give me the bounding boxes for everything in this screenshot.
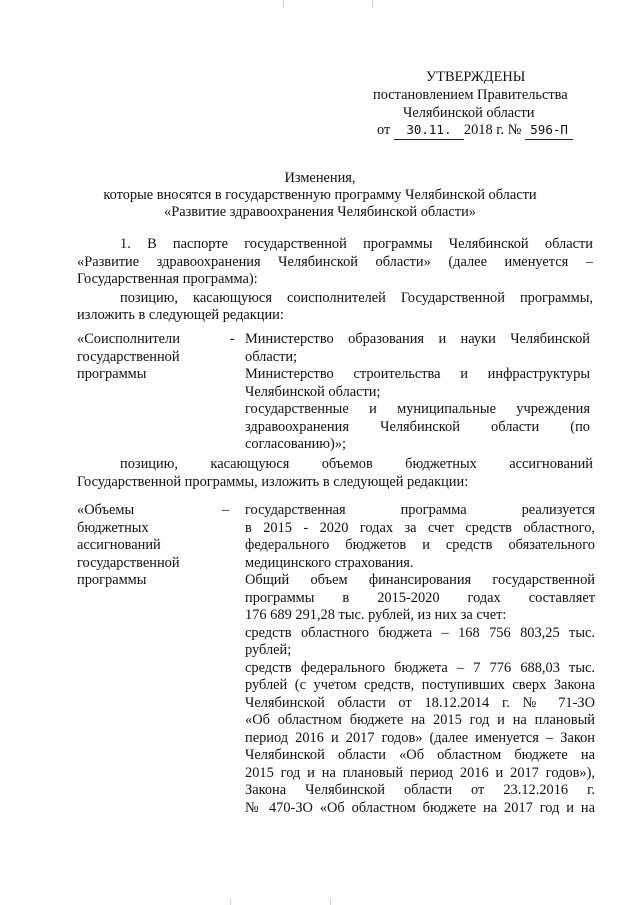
paragraph-line: Государственная программа):	[77, 271, 258, 287]
table2-content	[245, 502, 595, 817]
paragraph-line: Государственной программы, изложить в следующей редакции:	[77, 474, 469, 490]
scan-edge-mark	[330, 899, 331, 905]
content-line: 2015 год и на плановый период 2016 и 2017 годов»),	[245, 764, 595, 781]
document-subtitle-1: которые вносятся в государственную программу Челябинской области	[103, 187, 537, 203]
document-subtitle-2: «Развитие здравоохранения Челябинской области»	[164, 204, 476, 220]
paragraph-line: изложить в следующей редакции:	[77, 307, 284, 323]
content-line: согласованию)»;	[245, 436, 347, 452]
document-title: Изменения,	[284, 170, 356, 186]
scan-edge-mark	[372, 0, 373, 8]
table2-label	[77, 502, 230, 590]
table1-content	[245, 331, 590, 454]
approval-line-3: Челябинской области	[403, 105, 535, 121]
content-line: рублей;	[245, 642, 292, 658]
content-line: 176 689 291,28 тыс. рублей, из них за счет:	[245, 607, 507, 623]
label-line: государственной	[77, 554, 180, 571]
content-line: Министерство строительства и инфраструктуры	[245, 366, 590, 382]
paragraph-line: «Развитие здравоохранения Челябинской области» (далее именуется –	[77, 254, 593, 270]
content-line: программы в 2015-2020 годах составляет	[245, 589, 595, 606]
content-line: средств федерального бюджета – 7 776 688,03 тыс.	[245, 659, 595, 676]
table1-label	[77, 331, 227, 384]
content-line: государственная программа реализуется	[245, 502, 595, 518]
paragraph-line: позицию, касающуюся соисполнителей Государственной программы,	[120, 290, 593, 306]
content-line: Челябинской области «Об областном бюджете на	[245, 747, 595, 763]
content-line: № 470-ЗО «Об областном бюджете на 2017 год и на	[245, 799, 595, 816]
label-line: «Объемы	[77, 502, 135, 518]
label-line: ассигнований	[77, 537, 161, 553]
label-line: программы	[77, 366, 147, 382]
content-line: рублей (с учетом средств, поступивших сверх Закона	[245, 677, 595, 693]
content-line: области;	[245, 348, 298, 365]
label-line: «Соисполнители	[77, 331, 180, 347]
label-line: программы	[77, 572, 147, 588]
content-line: средств областного бюджета – 168 756 803,25 тыс.	[245, 624, 595, 641]
approval-heading: УТВЕРЖДЕНЫ	[426, 69, 526, 85]
from-label: от	[377, 122, 391, 138]
content-line: государственные и муниципальные учреждения	[245, 401, 590, 417]
content-line: федерального бюджетов и средств обязательного	[245, 537, 595, 553]
content-line: в 2015 - 2020 годах за счет средств областного,	[245, 519, 595, 536]
content-line: Общий объем финансирования государственной	[245, 572, 595, 588]
content-line: Закона Челябинской области от 23.12.2016 г.	[245, 782, 595, 798]
content-line: «Об областном бюджете на 2015 год и на плановый	[245, 712, 595, 728]
paragraph-line: 1. В паспорте государственной программы Челябинской области	[120, 236, 593, 252]
paragraph-line: позицию, касающуюся объемов бюджетных ассигнований	[120, 456, 593, 472]
approval-line-2: постановлением Правительства	[373, 87, 568, 103]
year-number-label: 2018 г. №	[463, 122, 522, 138]
label-line: бюджетных	[77, 519, 149, 536]
content-line: Челябинской области;	[245, 383, 381, 400]
document-number: 596-П	[525, 121, 573, 140]
scan-edge-mark	[283, 0, 284, 8]
table2-dash: –	[222, 502, 230, 518]
scan-edge-mark	[230, 899, 231, 905]
content-line: Челябинской области от 18.12.2014 г. № 71-ЗО	[245, 694, 595, 711]
table1-dash: -	[230, 331, 235, 347]
date-value: 30.11.	[394, 121, 464, 140]
content-line: здравоохранения Челябинской области (по	[245, 418, 590, 435]
approval-date-line	[377, 121, 573, 140]
label-line: государственной	[77, 348, 180, 365]
content-line: медицинского страхования.	[245, 554, 414, 571]
content-line: Министерство образования и науки Челябинской	[245, 331, 590, 347]
content-line: период 2016 и 2017 годов» (далее именуется – Закон	[245, 729, 595, 746]
